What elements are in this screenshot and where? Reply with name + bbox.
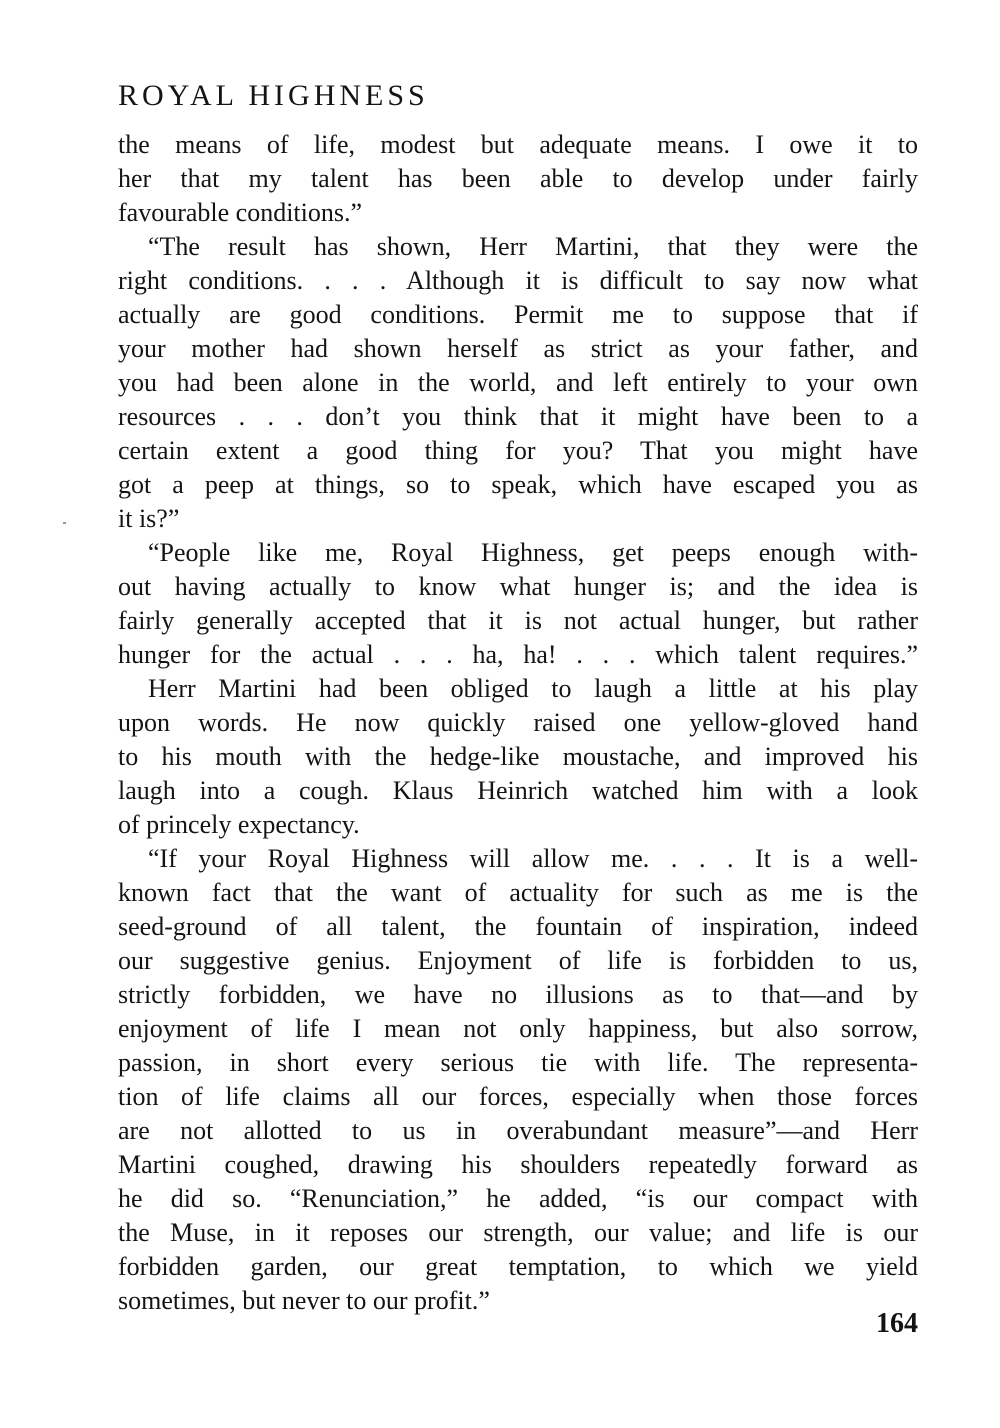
text-line: our suggestive genius. Enjoyment of life is forbidden to us, bbox=[118, 946, 918, 975]
text-line: seed-ground of all talent, the fountain of inspiration, indeed bbox=[118, 912, 918, 941]
text-line: laugh into a cough. Klaus Heinrich watched him with a look bbox=[118, 776, 918, 805]
text-line: resources . . . don’t you think that it might have been to a bbox=[118, 402, 918, 431]
text-line: passion, in short every serious tie with life. The representa- bbox=[118, 1048, 918, 1077]
text-line: favourable conditions.” bbox=[118, 198, 363, 227]
text-line: her that my talent has been able to develop under fairly bbox=[118, 164, 918, 193]
text-line: forbidden garden, our great temptation, to which we yield bbox=[118, 1252, 918, 1281]
text-line: are not allotted to us in overabundant measure”—and Herr bbox=[118, 1116, 918, 1145]
body-text bbox=[118, 128, 918, 1318]
text-line: enjoyment of life I mean not only happiness, but also sorrow, bbox=[118, 1014, 918, 1043]
text-line: Herr Martini had been obliged to laugh a little at his play bbox=[148, 674, 918, 703]
text-line: tion of life claims all our forces, especially when those forces bbox=[118, 1082, 918, 1111]
text-line: “If your Royal Highness will allow me. . . . It is a well- bbox=[148, 844, 918, 873]
text-line: you had been alone in the world, and left entirely to your own bbox=[118, 368, 918, 397]
text-line: right conditions. . . . Although it is difficult to say now what bbox=[118, 266, 918, 295]
text-line: “People like me, Royal Highness, get peeps enough with- bbox=[148, 538, 918, 567]
text-line: upon words. He now quickly raised one yellow-gloved hand bbox=[118, 708, 918, 737]
text-line: the Muse, in it reposes our strength, our value; and life is our bbox=[118, 1218, 918, 1247]
text-line: Martini coughed, drawing his shoulders repeatedly forward as bbox=[118, 1150, 918, 1179]
page-number: 164 bbox=[876, 1308, 918, 1339]
text-line: got a peep at things, so to speak, which have escaped you as bbox=[118, 470, 918, 499]
text-line: actually are good conditions. Permit me to suppose that if bbox=[118, 300, 918, 329]
text-line: the means of life, modest but adequate means. I owe it to bbox=[118, 130, 918, 159]
text-line: he did so. “Renunciation,” he added, “is our compact with bbox=[118, 1184, 918, 1213]
text-line: certain extent a good thing for you? That you might have bbox=[118, 436, 918, 465]
text-line: “The result has shown, Herr Martini, that they were the bbox=[148, 232, 918, 261]
text-line: of princely expectancy. bbox=[118, 810, 360, 839]
text-line: hunger for the actual . . . ha, ha! . . . which talent requires.” bbox=[118, 640, 918, 669]
text-line: it is?” bbox=[118, 504, 180, 533]
text-line: fairly generally accepted that it is not actual hunger, but rather bbox=[118, 606, 918, 635]
text-line: strictly forbidden, we have no illusions as to that—and by bbox=[118, 980, 918, 1009]
text-line: out having actually to know what hunger is; and the idea is bbox=[118, 572, 918, 601]
text-line: known fact that the want of actuality for such as me is the bbox=[118, 878, 918, 907]
text-line: your mother had shown herself as strict as your father, and bbox=[118, 334, 918, 363]
text-line: to his mouth with the hedge-like moustache, and improved his bbox=[118, 742, 918, 771]
text-line: sometimes, but never to our profit.” bbox=[118, 1286, 490, 1315]
margin-speck bbox=[63, 522, 66, 524]
running-head: ROYAL HIGHNESS bbox=[118, 79, 429, 112]
